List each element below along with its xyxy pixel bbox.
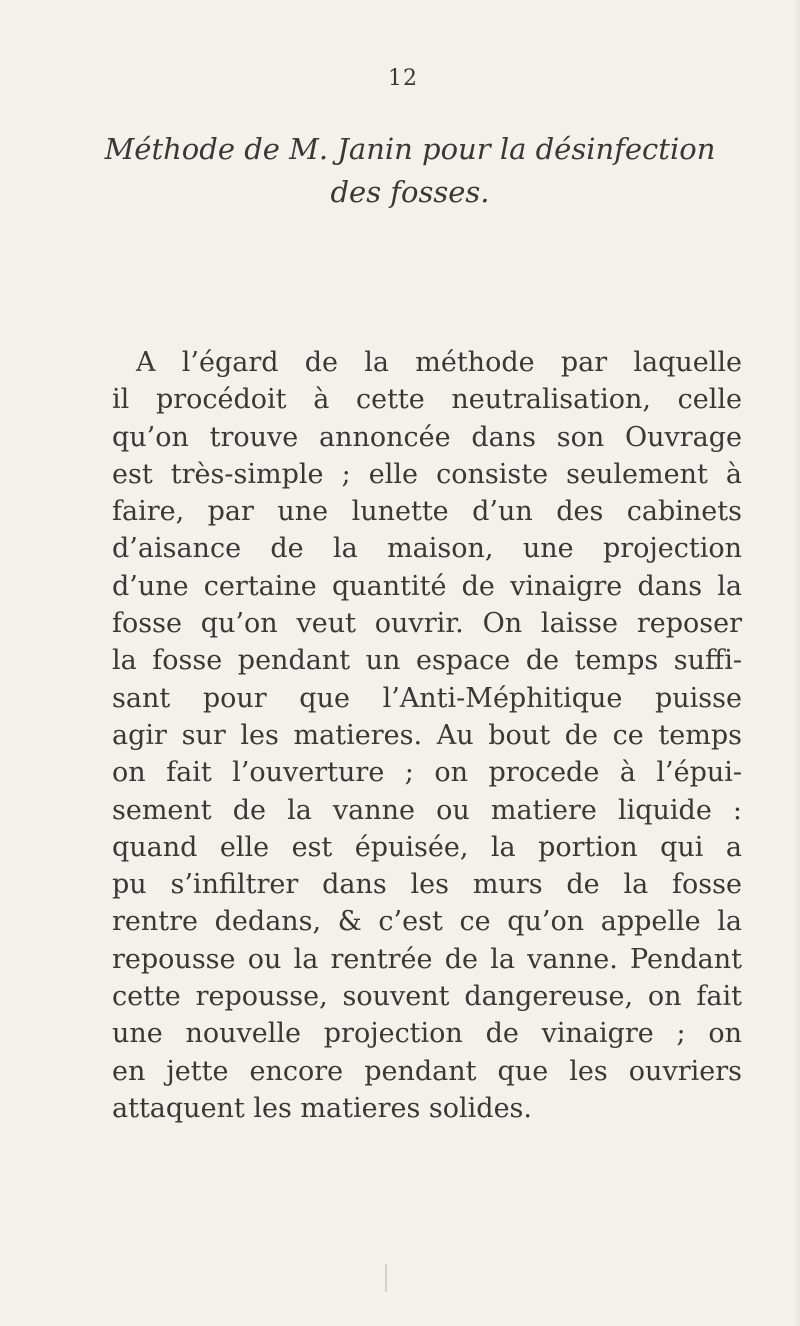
body-paragraph bbox=[112, 344, 742, 1127]
section-title bbox=[80, 128, 740, 214]
text-line: qu’on trouve annoncée dans son Ouvrage bbox=[112, 421, 742, 453]
paper-mark bbox=[385, 1264, 387, 1292]
text-line: est très-simple ; elle consiste seulement à bbox=[112, 458, 742, 490]
text-line: d’aisance de la maison, une projection bbox=[112, 533, 742, 565]
text-line: quand elle est épuisée, la portion qui a bbox=[112, 831, 742, 863]
page-number: 12 bbox=[388, 66, 418, 91]
text-line: pu s’infiltrer dans les murs de la fosse bbox=[112, 869, 742, 901]
text-line: sant pour que l’Anti-Méphitique puisse bbox=[112, 682, 742, 714]
text-line: fosse qu’on veut ouvrir. On laisse reposer bbox=[112, 608, 742, 640]
text-line: en jette encore pendant que les ouvriers bbox=[112, 1055, 742, 1087]
text-line: faire, par une lunette d’un des cabinets bbox=[112, 496, 742, 528]
text-line: on fait l’ouverture ; on procede à l’épui- bbox=[112, 757, 742, 789]
text-line: agir sur les matieres. Au bout de ce temps bbox=[112, 719, 742, 751]
text-line: rentre dedans, & c’est ce qu’on appelle la bbox=[112, 906, 742, 938]
text-line: la fosse pendant un espace de temps suffi- bbox=[112, 645, 742, 677]
text-line: attaquent les matieres solides. bbox=[112, 1092, 532, 1124]
text-line: d’une certaine quantité de vinaigre dans la bbox=[112, 570, 742, 602]
text-line: il procédoit à cette neutralisation, celle bbox=[112, 384, 742, 416]
text-line: cette repousse, souvent dangereuse, on fait bbox=[112, 981, 742, 1013]
text-line: A l’égard de la méthode par laquelle bbox=[136, 347, 742, 378]
text-line: une nouvelle projection de vinaigre ; on bbox=[112, 1018, 742, 1050]
page-edge-shadow bbox=[794, 0, 800, 1326]
text-line: sement de la vanne ou matiere liquide : bbox=[112, 794, 742, 826]
title-line: des fosses. bbox=[330, 175, 490, 209]
text-line: repousse ou la rentrée de la vanne. Pendant bbox=[112, 943, 742, 975]
title-line: Méthode de M. Janin pour la désinfection bbox=[104, 132, 716, 166]
